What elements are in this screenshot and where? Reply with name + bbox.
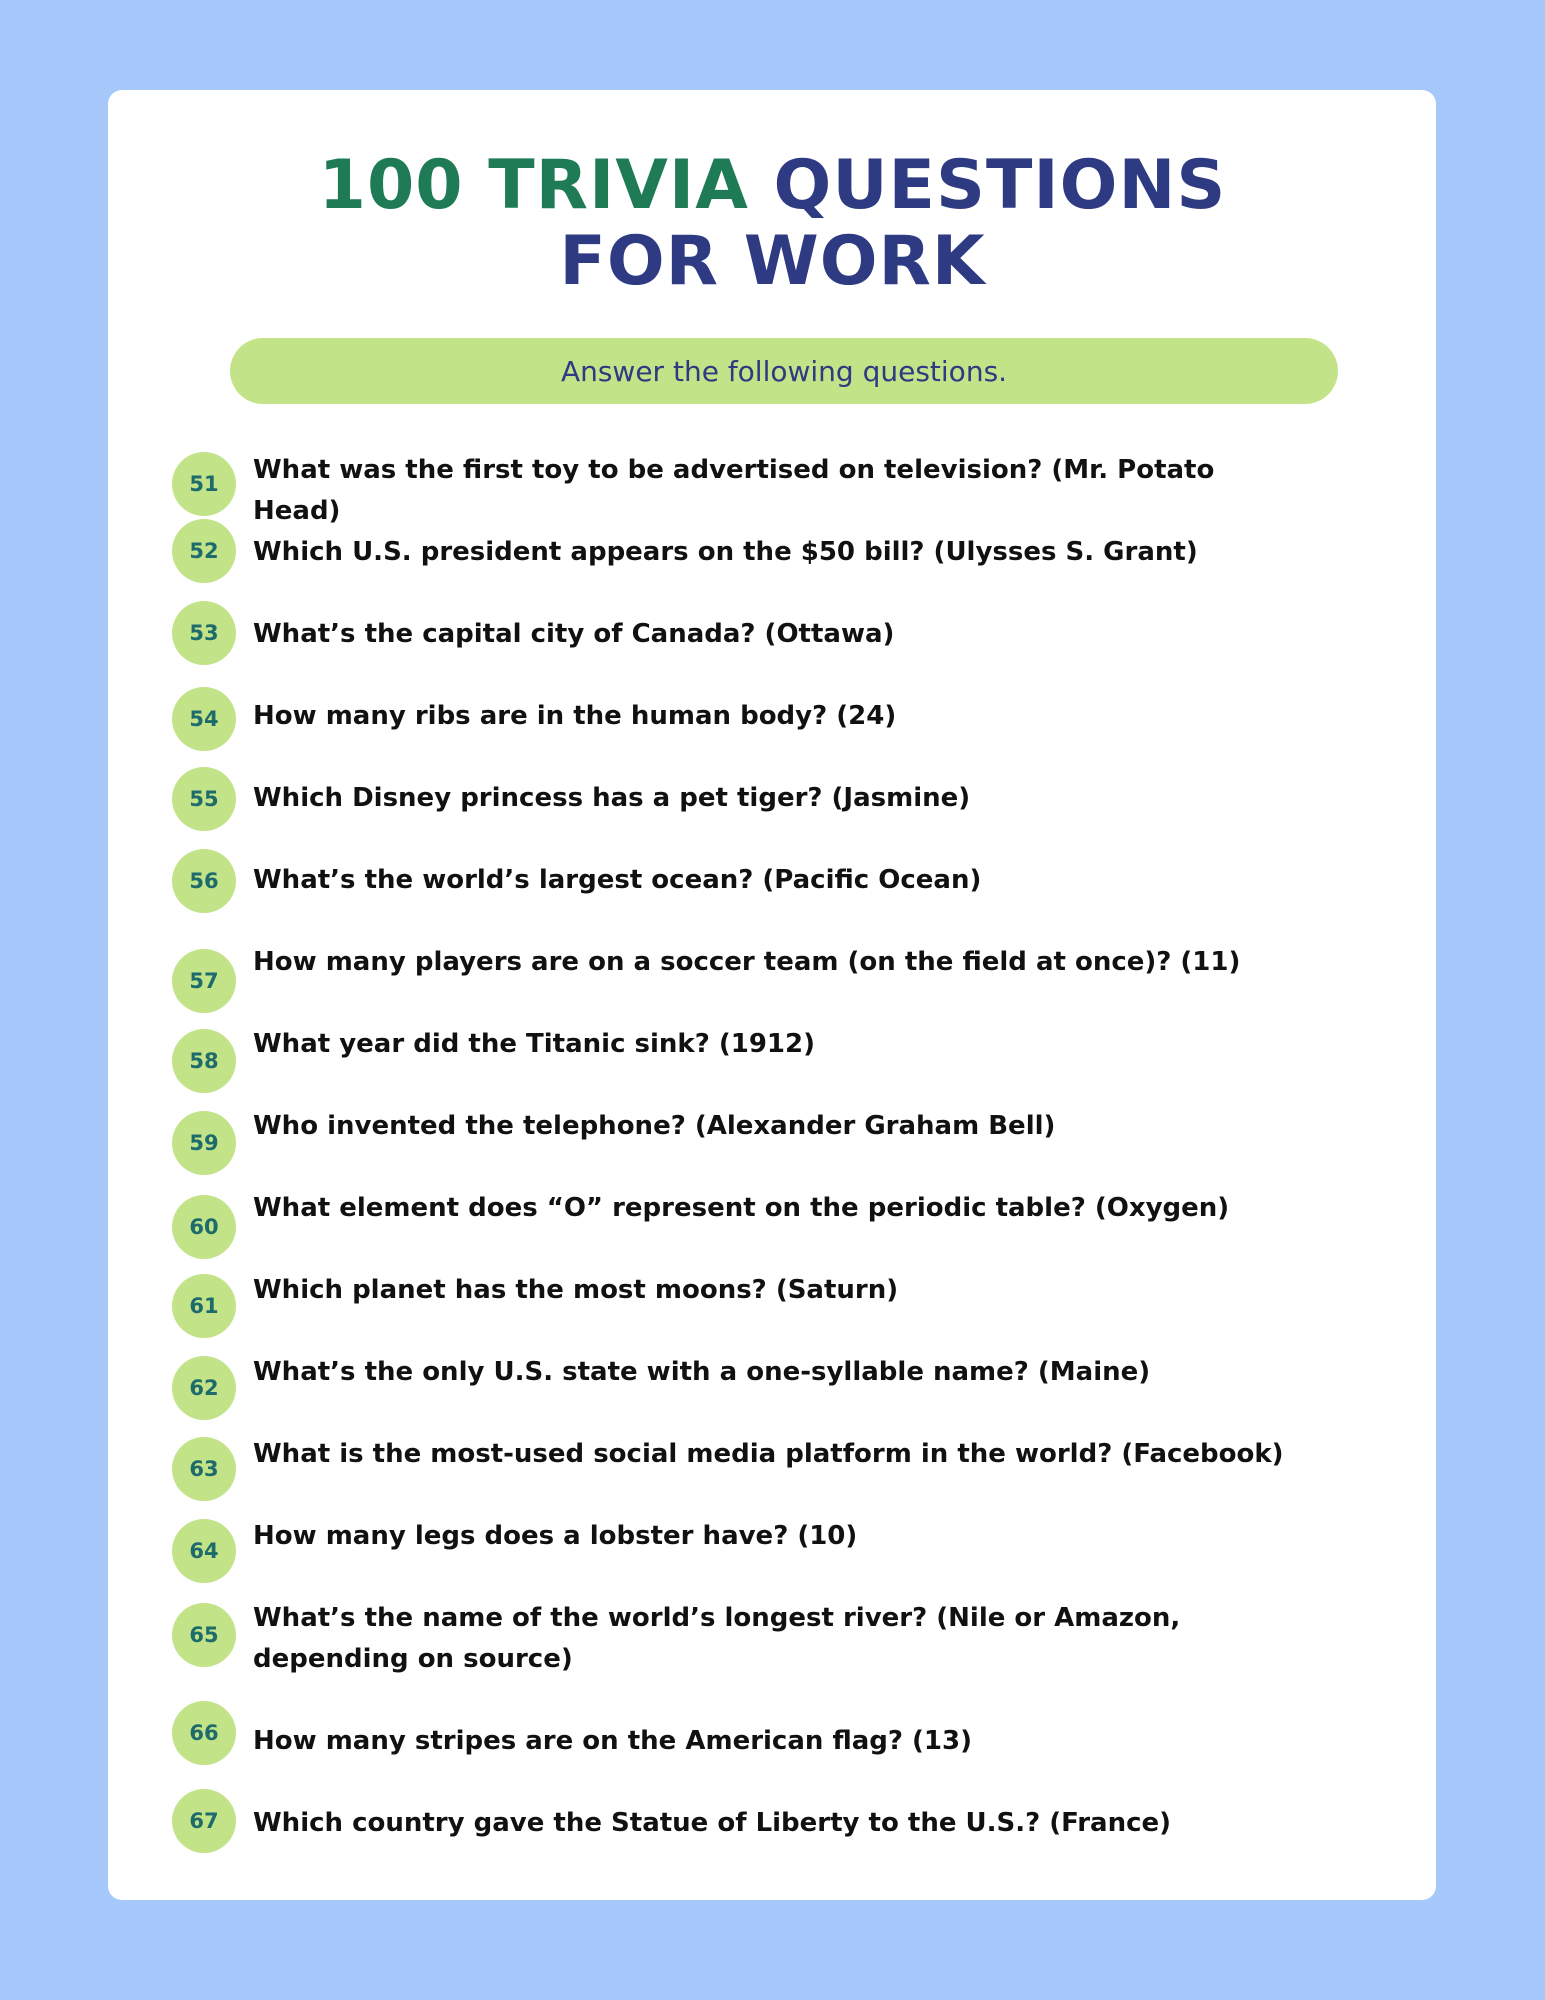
question-text: What’s the only U.S. state with a one-syllable name? (Maine) xyxy=(253,1357,1151,1387)
question-text: What’s the capital city of Canada? (Ottawa) xyxy=(253,619,895,649)
question-text: Which U.S. president appears on the $50 bill? (Ulysses S. Grant) xyxy=(253,537,1198,567)
question-text: Which country gave the Statue of Liberty to the U.S.? (France) xyxy=(253,1808,1172,1838)
title-blue-text: QUESTIONS xyxy=(773,146,1227,225)
question-text: How many players are on a soccer team (on the field at once)? (11) xyxy=(253,947,1241,977)
question-text: How many legs does a lobster have? (10) xyxy=(253,1521,858,1551)
question-number-badge: 67 xyxy=(172,1789,236,1853)
question-number-badge: 53 xyxy=(172,601,236,665)
question-number-badge: 64 xyxy=(172,1519,236,1583)
question-number-badge: 62 xyxy=(172,1356,236,1420)
question-number-badge: 58 xyxy=(172,1029,236,1093)
question-text: What is the most-used social media platform in the world? (Facebook) xyxy=(253,1439,1284,1469)
question-number-badge: 54 xyxy=(172,687,236,751)
question-text: How many stripes are on the American flag? (13) xyxy=(253,1726,972,1756)
question-text: How many ribs are in the human body? (24) xyxy=(253,701,897,731)
question-number-badge: 56 xyxy=(172,849,236,913)
question-number-badge: 65 xyxy=(172,1603,236,1667)
question-text: What’s the name of the world’s longest river? (Nile or Amazon, depending on source) xyxy=(253,1603,1181,1674)
question-number-badge: 60 xyxy=(172,1195,236,1259)
question-text: What year did the Titanic sink? (1912) xyxy=(253,1029,815,1059)
question-text: What element does “O” represent on the periodic table? (Oxygen) xyxy=(253,1193,1230,1223)
question-number-badge: 51 xyxy=(172,452,236,516)
question-number-badge: 55 xyxy=(172,767,236,831)
title-line-2: FOR WORK xyxy=(559,222,986,301)
instruction-banner: Answer the following questions. xyxy=(230,338,1338,404)
question-number-badge: 63 xyxy=(172,1437,236,1501)
question-text: Which planet has the most moons? (Saturn) xyxy=(253,1275,899,1305)
question-text: Which Disney princess has a pet tiger? (Jasmine) xyxy=(253,783,971,813)
question-text: What’s the world’s largest ocean? (Pacific Ocean) xyxy=(253,865,982,895)
question-number-badge: 59 xyxy=(172,1111,236,1175)
question-text: Who invented the telephone? (Alexander Graham Bell) xyxy=(253,1111,1056,1141)
question-number-badge: 57 xyxy=(172,949,236,1013)
question-number-badge: 61 xyxy=(172,1274,236,1338)
question-number-badge: 66 xyxy=(172,1701,236,1765)
title-green-text: 100 TRIVIA xyxy=(318,146,749,225)
question-number-badge: 52 xyxy=(172,519,236,583)
question-text: What was the first toy to be advertised on television? (Mr. Potato Head) xyxy=(253,455,1215,526)
